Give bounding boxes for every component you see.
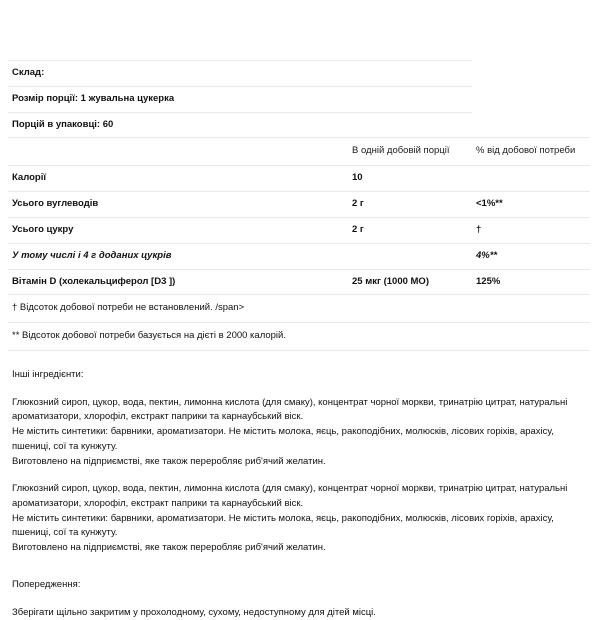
nutrient-daily-value bbox=[472, 166, 590, 192]
nutrient-amount: 10 bbox=[348, 166, 472, 192]
column-header-amount-per-serving: В одній добовій порції bbox=[348, 138, 472, 166]
nutrient-name: У тому числі і 4 г доданих цукрів bbox=[8, 243, 348, 269]
other-ingredients-block bbox=[8, 482, 590, 556]
column-header-daily-value: % від добової потреби bbox=[472, 138, 590, 166]
warning-title: Попередження: bbox=[12, 578, 81, 590]
nutrient-name: Усього вуглеводів bbox=[8, 192, 348, 218]
empty-cell bbox=[472, 86, 590, 112]
nutrient-daily-value: 4%** bbox=[472, 243, 590, 269]
ingredients-list: Глюкозний сироп, цукор, вода, пектин, лимонна кислота (для смаку), концентрат чорної моркви, тринатрію цитрат, натуральні ароматизатори, хлорофіл, екстракт паприки та карнаубський віск. bbox=[12, 396, 568, 423]
facility-statement: Виготовлено на підприємстві, яке також переробляє риб'ячий желатин. bbox=[12, 455, 326, 467]
servings-per-container-label: Порцій в упаковці: 60 bbox=[8, 112, 472, 138]
allergen-statement: Не містить синтетики: барвники, ароматизатори. Не містить молока, яєць, ракоподібних, молюсків, лісових горіхів, арахісу, пшениці, сої та кунжуту. bbox=[12, 512, 554, 539]
nutrient-amount: 2 г bbox=[348, 192, 472, 218]
table-row bbox=[8, 269, 590, 295]
supplement-facts-table bbox=[8, 60, 590, 351]
nutrient-daily-value: <1%** bbox=[472, 192, 590, 218]
empty-cell bbox=[472, 61, 590, 87]
table-row-composition bbox=[8, 61, 590, 87]
table-row-serving-size bbox=[8, 86, 590, 112]
nutrient-name: Вітамін D (холекальциферол [D3 ]) bbox=[8, 269, 348, 295]
nutrient-daily-value: 125% bbox=[472, 269, 590, 295]
nutrient-daily-value: † bbox=[472, 217, 590, 243]
facility-statement: Виготовлено на підприємстві, яке також переробляє риб'ячий желатин. bbox=[12, 542, 326, 554]
table-header-row bbox=[8, 138, 590, 166]
table-row-footnote bbox=[8, 295, 590, 323]
other-ingredients-title: Інші інгредієнти: bbox=[12, 368, 84, 380]
column-header-nutrient bbox=[8, 138, 348, 166]
nutrient-amount: 25 мкг (1000 МО) bbox=[348, 269, 472, 295]
table-row bbox=[8, 166, 590, 192]
table-row-servings-per-container bbox=[8, 112, 590, 138]
warning-text: Зберігати щільно закритим у прохолодному, сухому, недоступному для дітей місці. bbox=[12, 606, 376, 618]
table-row bbox=[8, 192, 590, 218]
nutrient-name: Усього цукру bbox=[8, 217, 348, 243]
empty-cell bbox=[472, 112, 590, 138]
other-ingredients-block bbox=[8, 396, 590, 470]
allergen-statement: Не містить синтетики: барвники, ароматизатори. Не містить молока, яєць, ракоподібних, молюсків, лісових горіхів, арахісу, пшениці, сої та кунжуту. bbox=[12, 426, 554, 452]
composition-label: Склад: bbox=[8, 61, 472, 87]
ingredients-list: Глюкозний сироп, цукор, вода, пектин, лимонна кислота (для смаку), концентрат чорної моркви, тринатрію цитрат, натуральні ароматизатори, хлорофіл, екстракт паприки та карнаубський віск. bbox=[12, 483, 568, 509]
table-row-footnote bbox=[8, 323, 590, 351]
nutrient-amount bbox=[348, 243, 472, 269]
nutrient-name: Калорії bbox=[8, 166, 348, 192]
footnote-double-asterisk: ** Відсоток добової потреби базується на дієті в 2000 калорій. bbox=[8, 323, 590, 351]
table-row bbox=[8, 243, 590, 269]
serving-size-label: Розмір порції: 1 жувальна цукерка bbox=[8, 86, 472, 112]
footnote-dagger: † Відсоток добової потреби не встановлений. /span> bbox=[8, 295, 590, 323]
table-row bbox=[8, 217, 590, 243]
nutrient-amount: 2 г bbox=[348, 217, 472, 243]
